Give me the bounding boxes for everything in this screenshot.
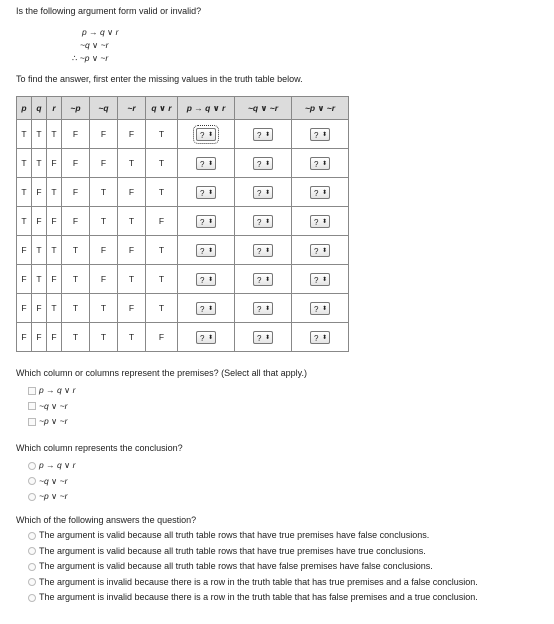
- table-cell: F: [62, 149, 90, 178]
- select-value: ?: [314, 217, 319, 227]
- select-value: ?: [257, 188, 262, 198]
- select-value: ?: [314, 304, 319, 314]
- updown-arrow-icon: ⬍: [264, 131, 270, 138]
- option-item[interactable]: [28, 544, 426, 558]
- truth-value-select[interactable]: [310, 273, 330, 286]
- updown-arrow-icon: ⬍: [207, 276, 213, 283]
- truth-table-body: [17, 120, 349, 352]
- option-item[interactable]: [28, 399, 67, 413]
- select-value: ?: [314, 246, 319, 256]
- table-cell: F: [47, 207, 62, 236]
- table-row: [17, 265, 349, 294]
- truth-value-select[interactable]: [253, 244, 273, 257]
- table-cell: F: [32, 178, 47, 207]
- option-item[interactable]: [28, 458, 75, 472]
- updown-arrow-icon: ⬍: [321, 218, 327, 225]
- answer-cell: [235, 265, 292, 294]
- table-cell: F: [32, 323, 47, 352]
- select-value: ?: [200, 275, 205, 285]
- answer-cell: [235, 294, 292, 323]
- option-label: p → q ∨ r: [39, 385, 76, 395]
- table-cell: T: [118, 323, 146, 352]
- table-cell: T: [146, 120, 178, 149]
- answer-cell: [178, 265, 235, 294]
- truth-value-select[interactable]: [196, 331, 216, 344]
- updown-arrow-icon: ⬍: [321, 189, 327, 196]
- table-cell: F: [62, 120, 90, 149]
- column-header: q ∨ r: [146, 97, 178, 120]
- table-cell: T: [62, 294, 90, 323]
- table-cell: F: [146, 207, 178, 236]
- table-cell: F: [32, 294, 47, 323]
- table-cell: F: [90, 236, 118, 265]
- radio-button[interactable]: [28, 532, 36, 540]
- table-cell: F: [17, 236, 32, 265]
- table-cell: T: [146, 265, 178, 294]
- table-cell: T: [62, 236, 90, 265]
- truth-value-select[interactable]: [253, 128, 273, 141]
- truth-value-select[interactable]: [310, 302, 330, 315]
- answer-cell: [292, 236, 349, 265]
- truth-value-select[interactable]: [196, 273, 216, 286]
- option-item[interactable]: [28, 559, 433, 573]
- table-cell: F: [47, 149, 62, 178]
- updown-arrow-icon: ⬍: [264, 218, 270, 225]
- answer-cell: [178, 149, 235, 178]
- answer-cell: [292, 178, 349, 207]
- column-header: r: [47, 97, 62, 120]
- column-header: ~p: [62, 97, 90, 120]
- table-cell: T: [146, 236, 178, 265]
- answer-cell: [292, 120, 349, 149]
- table-cell: T: [146, 149, 178, 178]
- updown-arrow-icon: ⬍: [264, 334, 270, 341]
- table-cell: T: [90, 207, 118, 236]
- option-label: The argument is invalid because there is a row in the truth table that has false premises and a true conclusion.: [39, 592, 478, 602]
- updown-arrow-icon: ⬍: [207, 189, 213, 196]
- select-value: ?: [314, 333, 319, 343]
- updown-arrow-icon: ⬍: [321, 247, 327, 254]
- table-cell: T: [90, 178, 118, 207]
- select-value: ?: [200, 333, 205, 343]
- column-header: q: [32, 97, 47, 120]
- table-cell: T: [32, 236, 47, 265]
- table-cell: T: [17, 120, 32, 149]
- table-cell: F: [17, 294, 32, 323]
- table-cell: F: [62, 207, 90, 236]
- option-label: ~p ∨ ~r: [39, 491, 68, 501]
- table-cell: F: [17, 323, 32, 352]
- answer-cell: [235, 178, 292, 207]
- select-value: ?: [200, 246, 205, 256]
- truth-value-select[interactable]: [253, 331, 273, 344]
- answer-cell: [178, 294, 235, 323]
- radio-button[interactable]: [28, 547, 36, 555]
- radio-button[interactable]: [28, 477, 36, 485]
- table-cell: T: [62, 323, 90, 352]
- table-cell: T: [146, 178, 178, 207]
- updown-arrow-icon: ⬍: [321, 160, 327, 167]
- radio-button[interactable]: [28, 493, 36, 501]
- option-label: The argument is valid because all truth table rows that have false premises have false conclusions.: [39, 561, 433, 571]
- answer-cell: [178, 236, 235, 265]
- table-cell: F: [90, 265, 118, 294]
- table-row: [17, 120, 349, 149]
- updown-arrow-icon: ⬍: [264, 276, 270, 283]
- table-row: [17, 323, 349, 352]
- option-label: The argument is invalid because there is a row in the truth table that has true premises and a false conclusion.: [39, 576, 478, 587]
- table-cell: F: [90, 149, 118, 178]
- table-cell: T: [17, 207, 32, 236]
- select-value: ?: [314, 275, 319, 285]
- updown-arrow-icon: ⬍: [264, 189, 270, 196]
- updown-arrow-icon: ⬍: [264, 247, 270, 254]
- conclusion-question: Which column represents the conclusion?: [16, 443, 183, 453]
- option-item[interactable]: [28, 590, 478, 604]
- table-cell: F: [17, 265, 32, 294]
- table-cell: T: [17, 178, 32, 207]
- option-label: ~q ∨ ~r: [39, 400, 68, 411]
- option-item[interactable]: [28, 528, 429, 542]
- truth-value-select[interactable]: [196, 302, 216, 315]
- truth-value-select[interactable]: [253, 215, 273, 228]
- answer-cell: [178, 207, 235, 236]
- select-value: ?: [257, 246, 262, 256]
- answer-cell: [235, 236, 292, 265]
- answer-cell: [178, 323, 235, 352]
- column-header: p: [17, 97, 32, 120]
- table-cell: F: [146, 323, 178, 352]
- table-row: [17, 207, 349, 236]
- truth-value-select[interactable]: [196, 215, 216, 228]
- table-cell: F: [47, 265, 62, 294]
- table-cell: T: [47, 236, 62, 265]
- answer-cell: [235, 149, 292, 178]
- select-value: ?: [257, 304, 262, 314]
- radio-button[interactable]: [28, 578, 36, 586]
- updown-arrow-icon: ⬍: [264, 305, 270, 312]
- updown-arrow-icon: ⬍: [207, 160, 213, 167]
- table-cell: T: [47, 294, 62, 323]
- checkbox[interactable]: [28, 387, 36, 395]
- select-value: ?: [314, 130, 319, 140]
- select-value: ?: [257, 130, 262, 140]
- truth-value-select[interactable]: [310, 157, 330, 170]
- question-title: Is the following argument form valid or invalid?: [16, 6, 202, 16]
- updown-arrow-icon: ⬍: [321, 276, 327, 283]
- truth-value-select[interactable]: [196, 244, 216, 257]
- select-value: ?: [314, 188, 319, 198]
- updown-arrow-icon: ⬍: [321, 131, 327, 138]
- column-header: p → q ∨ r: [178, 97, 235, 120]
- select-value: ?: [257, 333, 262, 343]
- updown-arrow-icon: ⬍: [207, 305, 213, 312]
- table-row: [17, 149, 349, 178]
- truth-value-select[interactable]: [310, 128, 330, 141]
- table-cell: T: [32, 265, 47, 294]
- option-label: ~q ∨ ~r: [39, 475, 68, 486]
- option-label: ~p ∨ ~r: [39, 416, 68, 426]
- option-item[interactable]: [28, 474, 67, 488]
- table-cell: T: [118, 207, 146, 236]
- truth-value-select[interactable]: [253, 273, 273, 286]
- answer-cell: [235, 120, 292, 149]
- table-cell: T: [118, 265, 146, 294]
- select-value: ?: [314, 159, 319, 169]
- table-cell: F: [118, 120, 146, 149]
- column-header: ~r: [118, 97, 146, 120]
- truth-value-select[interactable]: [310, 244, 330, 257]
- column-header: ~p ∨ ~r: [292, 97, 349, 120]
- answer-cell: [292, 294, 349, 323]
- updown-arrow-icon: ⬍: [207, 247, 213, 254]
- select-value: ?: [200, 188, 205, 198]
- column-header: ~q: [90, 97, 118, 120]
- table-cell: F: [90, 120, 118, 149]
- table-cell: T: [32, 149, 47, 178]
- answer-cell: [292, 149, 349, 178]
- conclusion-line: ∴ ~p ∨ ~r: [72, 53, 109, 63]
- answer-question: Which of the following answers the question?: [16, 515, 197, 525]
- select-value: ?: [257, 275, 262, 285]
- table-cell: F: [32, 207, 47, 236]
- answer-cell: [178, 178, 235, 207]
- updown-arrow-icon: ⬍: [264, 160, 270, 167]
- table-cell: T: [90, 294, 118, 323]
- table-cell: F: [118, 294, 146, 323]
- column-header: ~q ∨ ~r: [235, 97, 292, 120]
- table-cell: T: [47, 178, 62, 207]
- table-cell: T: [32, 120, 47, 149]
- option-label: p → q ∨ r: [39, 460, 76, 470]
- updown-arrow-icon: ⬍: [207, 218, 213, 225]
- answer-cell: [235, 323, 292, 352]
- truth-table: [16, 96, 349, 352]
- truth-value-select[interactable]: [310, 331, 330, 344]
- select-value: ?: [257, 217, 262, 227]
- table-cell: T: [118, 149, 146, 178]
- select-value: ?: [200, 217, 205, 227]
- premise-1: p → q ∨ r: [82, 27, 119, 37]
- truth-value-select[interactable]: [310, 186, 330, 199]
- select-value: ?: [200, 130, 205, 140]
- instruction-text: To find the answer, first enter the missing values in the truth table below.: [16, 74, 303, 84]
- radio-button[interactable]: [28, 462, 36, 470]
- checkbox[interactable]: [28, 402, 36, 410]
- premises-question: Which column or columns represent the premises? (Select all that apply.): [16, 368, 307, 378]
- option-item[interactable]: [28, 383, 75, 397]
- updown-arrow-icon: ⬍: [207, 131, 213, 138]
- answer-cell: [178, 120, 235, 149]
- checkbox[interactable]: [28, 418, 36, 426]
- option-label: The argument is valid because all truth table rows that have true premises have true conclusions.: [39, 545, 426, 556]
- table-cell: T: [62, 265, 90, 294]
- answer-cell: [235, 207, 292, 236]
- table-row: [17, 178, 349, 207]
- truth-value-select[interactable]: [253, 157, 273, 170]
- table-cell: T: [17, 149, 32, 178]
- truth-value-select[interactable]: [253, 186, 273, 199]
- answer-cell: [292, 207, 349, 236]
- table-cell: F: [118, 178, 146, 207]
- select-value: ?: [257, 159, 262, 169]
- option-item[interactable]: [28, 575, 478, 589]
- radio-button[interactable]: [28, 563, 36, 571]
- updown-arrow-icon: ⬍: [321, 334, 327, 341]
- table-cell: T: [90, 323, 118, 352]
- table-cell: F: [118, 236, 146, 265]
- updown-arrow-icon: ⬍: [207, 334, 213, 341]
- table-cell: F: [47, 323, 62, 352]
- option-item[interactable]: [28, 414, 67, 428]
- truth-value-select[interactable]: [196, 157, 216, 170]
- truth-value-select[interactable]: [310, 215, 330, 228]
- truth-value-select[interactable]: [253, 302, 273, 315]
- select-value: ?: [200, 304, 205, 314]
- table-cell: T: [47, 120, 62, 149]
- table-cell: F: [62, 178, 90, 207]
- table-row: [17, 294, 349, 323]
- truth-table-header: [17, 97, 349, 120]
- truth-value-select[interactable]: [196, 186, 216, 199]
- truth-value-select[interactable]: [196, 128, 216, 141]
- table-row: [17, 236, 349, 265]
- table-cell: T: [146, 294, 178, 323]
- answer-cell: [292, 323, 349, 352]
- option-label: The argument is valid because all truth table rows that have true premises have false conclusions.: [39, 530, 430, 540]
- radio-button[interactable]: [28, 594, 36, 602]
- answer-cell: [292, 265, 349, 294]
- updown-arrow-icon: ⬍: [321, 305, 327, 312]
- option-item[interactable]: [28, 489, 67, 503]
- select-value: ?: [200, 159, 205, 169]
- premise-2: ~q ∨ ~r: [80, 40, 109, 50]
